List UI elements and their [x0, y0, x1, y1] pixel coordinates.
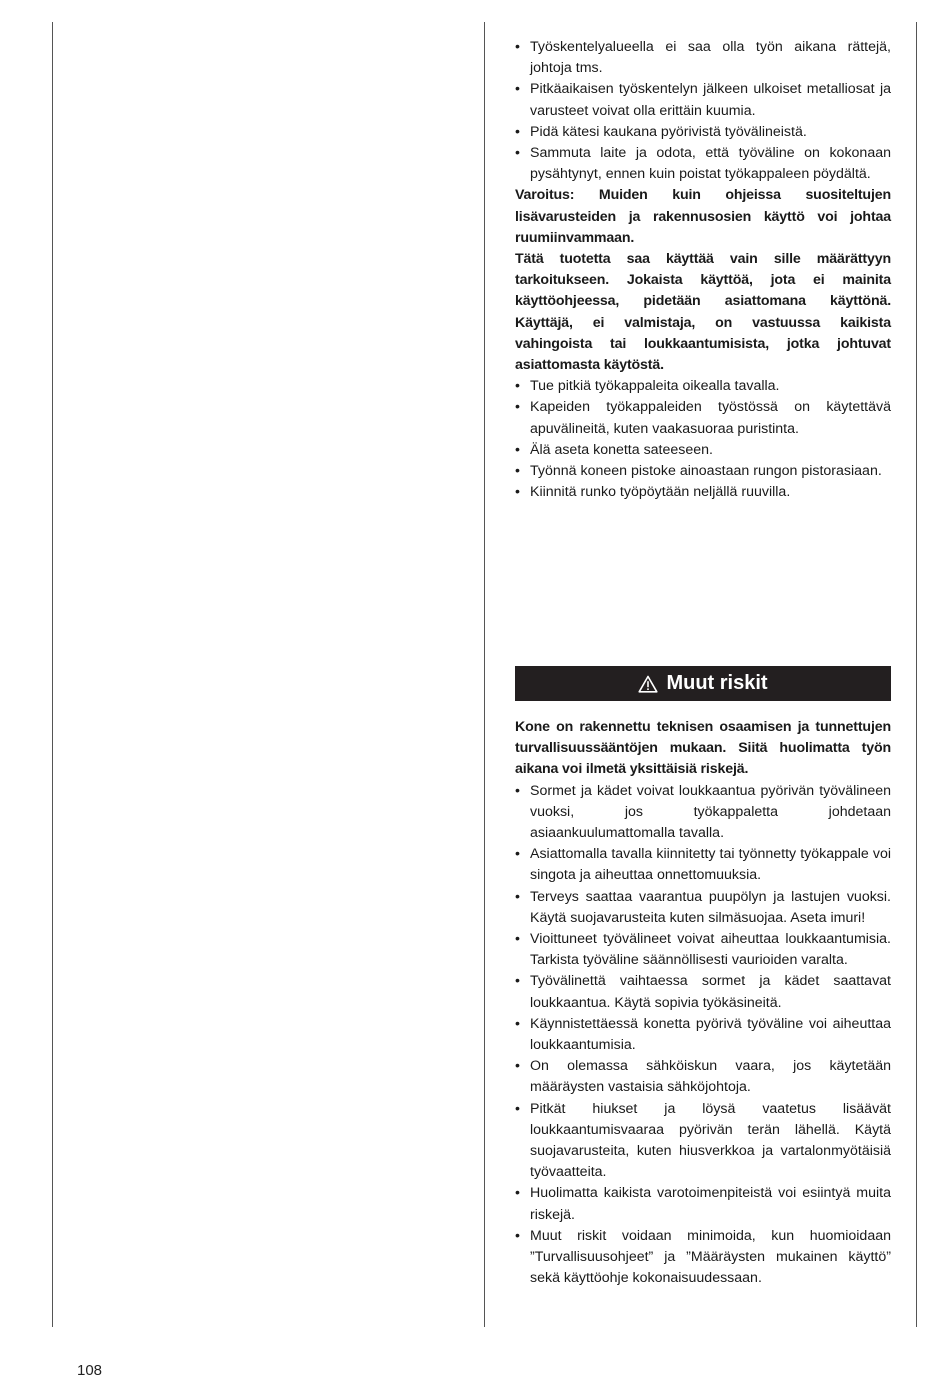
accessory-warning: Varoitus: Muiden kuin ohjeissa suositeltujen lisävarusteiden ja rakennusosien käyttö voi johtaa ruumiinvammaan. — [515, 187, 891, 246]
list-item: • Tue pitkiä työkappaleita oikealla tavalla. — [515, 376, 891, 397]
warning-triangle-icon — [638, 675, 658, 693]
risks-intro: Kone on rakennettu teknisen osaamisen ja tunnettujen turvallisuussääntöjen mukaan. Siitä huolimatta työn aikana voi ilmetä yksittäisiä riskejä. — [515, 719, 891, 778]
list-item: • Kapeiden työkappaleiden työstössä on käytettävä apuvälineitä, kuten vaakasuoraa puristinta. — [515, 397, 891, 439]
list-item: • Käynnistettäessä konetta pyörivä työväline voi aiheuttaa loukkaantumisia. — [515, 1014, 891, 1056]
column-divider-right — [916, 22, 917, 1327]
list-item: • Asiattomalla tavalla kiinnitetty tai työnnetty työkappale voi singota ja aiheuttaa onnettomuuksia. — [515, 844, 891, 886]
section-header-other-risks — [515, 666, 891, 701]
column-divider-left — [52, 22, 53, 1327]
column-divider-middle — [484, 22, 485, 1327]
intended-use-notice: Tätä tuotetta saa käyttää vain sille määrättyyn tarkoitukseen. Jokaista käyttöä, jota ei mainita käyttöohjeessa, pidetään asiattomana käyttönä. Käyttäjä, ei valmistaja, on vastuussa kaikista vahingoista tai loukkaantumisista, jotka johtuvat asiattomasta käytöstä. — [515, 251, 891, 374]
list-item: • Huolimatta kaikista varotoimenpiteistä voi esiintyä muita riskejä. — [515, 1183, 891, 1225]
safety-list-1 — [515, 37, 891, 185]
page-number: 108 — [77, 1362, 103, 1379]
list-item: • Pitkäaikaisen työskentelyn jälkeen ulkoiset metalliosat ja varusteet voivat olla erittäin kuumia. — [515, 79, 891, 121]
risks-list — [515, 781, 891, 1290]
list-item: • Työvälinettä vaihtaessa sormet ja kädet saattavat loukkaantua. Käytä sopivia työkäsineitä. — [515, 971, 891, 1013]
list-item: • Kiinnitä runko työpöytään neljällä ruuvilla. — [515, 482, 891, 503]
other-risks-column — [515, 717, 891, 1289]
list-item: • Terveys saattaa vaarantua puupölyn ja lastujen vuoksi. Käytä suojavarusteita kuten silmäsuojaa. Aseta imuri! — [515, 887, 891, 929]
list-item: • Pitkät hiukset ja löysä vaatetus lisäävät loukkaantumisvaaraa pyörivän terän lähellä. Käytä suojavarusteita, kuten hiusverkkoa ja vartalonmyötäisiä työvaatteita. — [515, 1099, 891, 1184]
list-item: • Työnnä koneen pistoke ainoastaan rungon pistorasiaan. — [515, 461, 891, 482]
list-item: • Pidä kätesi kaukana pyörivistä työvälineistä. — [515, 122, 891, 143]
safety-list-2 — [515, 376, 891, 503]
list-item: • Sormet ja kädet voivat loukkaantua pyörivän työvälineen vuoksi, jos työkappaletta johdetaan asiaankuulumattomalla tavalla. — [515, 781, 891, 845]
list-item: • Älä aseta konetta sateeseen. — [515, 440, 891, 461]
list-item: • Vioittuneet työvälineet voivat aiheuttaa loukkaantumisia. Tarkista työväline säännöllisesti vaurioiden varalta. — [515, 929, 891, 971]
list-item: • Muut riskit voidaan minimoida, kun huomioidaan ”Turvallisuusohjeet” ja ”Määräysten mukainen käyttö” sekä käyttöohje kokonaisuudessaan. — [515, 1226, 891, 1290]
list-item: • On olemassa sähköiskun vaara, jos käytetään määräysten vastaisia sähköjohtoja. — [515, 1056, 891, 1098]
section-title: Muut riskit — [666, 672, 768, 694]
list-item: • Työskentelyalueella ei saa olla työn aikana rättejä, johtoja tms. — [515, 37, 891, 79]
list-item: • Sammuta laite ja odota, että työväline on kokonaan pysähtynyt, ennen kuin poistat työkappaleen pöydältä. — [515, 143, 891, 185]
safety-instructions-column — [515, 37, 891, 503]
